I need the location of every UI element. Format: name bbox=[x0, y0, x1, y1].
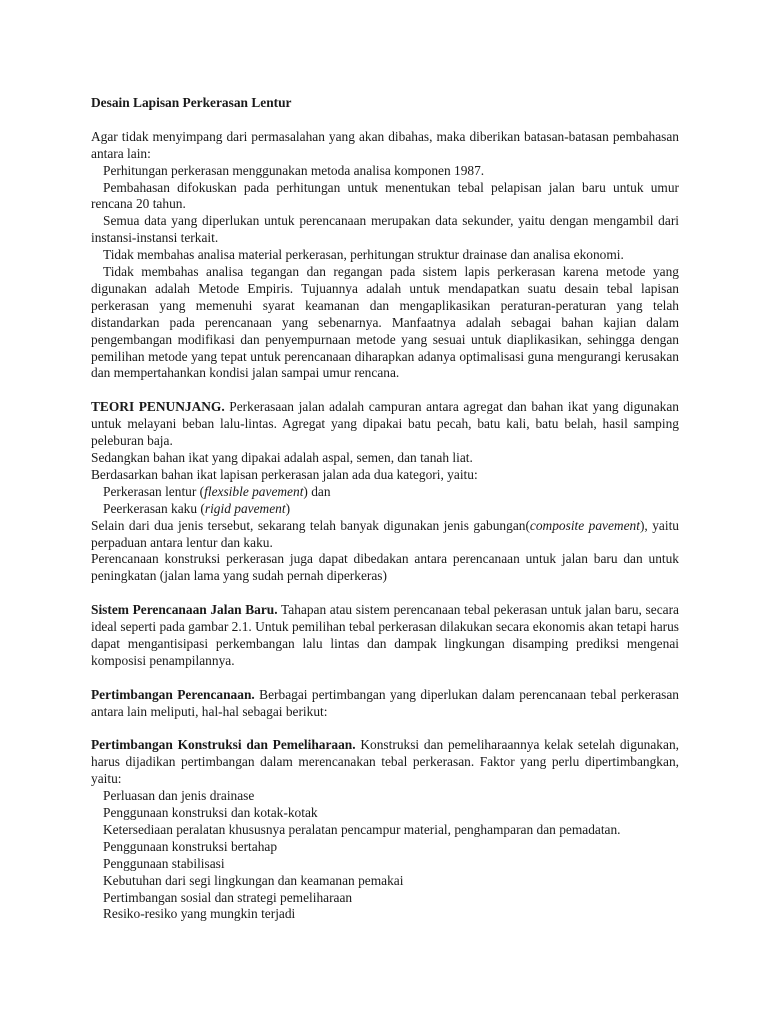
teori-line: Selain dari dua jenis tersebut, sekarang telah banyak digunakan jenis gabungan(composite pavement), yaitu perpaduan antara lentur dan kaku. bbox=[91, 517, 679, 550]
teori-paragraph: TEORI PENUNJANG. Perkerasaan jalan adalah campuran antara agregat dan bahan ikat yang digunakan untuk melayani beban lalu-lintas. Agregat yang dipakai batu pecah, batu kali, batu belah, hasil samping peleburan baja. bbox=[91, 399, 679, 449]
intro-lead: Agar tidak menyimpang dari permasalahan yang akan dibahas, maka diberikan batasan-batasan pembahasan antara lain: bbox=[91, 128, 679, 161]
konstruksi-item: Perluasan dan jenis drainase bbox=[103, 788, 255, 804]
konstruksi-item: Penggunaan stabilisasi bbox=[103, 855, 225, 871]
konstruksi-item: Penggunaan konstruksi dan kotak-kotak bbox=[103, 804, 318, 820]
teori-item: Peerkerasan kaku (rigid pavement) bbox=[103, 500, 291, 516]
teori-line: Perencanaan konstruksi perkerasan juga dapat dibedakan antara perencanaan untuk jalan baru dan untuk peningkatan (jalan lama yang sudah pernah diperkeras) bbox=[91, 551, 679, 584]
sistem-section bbox=[91, 602, 679, 670]
teori-line: Berdasarkan bahan ikat lapisan perkerasan jalan ada dua kategori, yaitu: bbox=[91, 466, 478, 482]
intro-item: Tidak membahas analisa tegangan dan regangan pada sistem lapis perkerasan karena metode yang digunakan adalah Metode Empiris. Tujuannya adalah untuk mendapatkan suatu desain tebal lapisan perkerasan yang memenuhi syarat keamanan dan mengaplikasikan peraturan-peraturan yang telah distandarkan pada perencanaan yang sebenarnya. Manfaatnya adalah sebagai bahan kajian dalam pengembangan modifikasi dan penyempurnaan metode yang sesuai untuk diaplikasikan, sehingga dengan pemilihan metode yang tepat untuk perencanaan diharapkan adanya optimalisasi guna mengurangi kerusakan dan mempertahankan kondisi jalan sampai umur rencana. bbox=[91, 264, 679, 381]
document-title: Desain Lapisan Perkerasan Lentur bbox=[91, 95, 292, 110]
teori-line: Sedangkan bahan ikat yang dipakai adalah aspal, semen, dan tanah liat. bbox=[91, 450, 473, 465]
teori-heading: TEORI PENUNJANG. bbox=[91, 399, 225, 415]
konstruksi-item: Kebutuhan dari segi lingkungan dan keamanan pemakai bbox=[103, 872, 404, 888]
konstruksi-item: Pertimbangan sosial dan strategi pemeliharaan bbox=[103, 889, 353, 905]
pertimbangan-section bbox=[91, 687, 679, 721]
konstruksi-paragraph: Pertimbangan Konstruksi dan Pemeliharaan. Konstruksi dan pemeliharaannya kelak setelah digunakan, harus dijadikan pertimbangan dalam merencanakan tebal perkerasan. Faktor yang perlu dipertimbangkan, yaitu: bbox=[91, 737, 679, 787]
konstruksi-heading: Pertimbangan Konstruksi dan Pemeliharaan. bbox=[91, 737, 356, 753]
konstruksi-section bbox=[91, 737, 679, 923]
intro-item: Semua data yang diperlukan untuk perencanaan merupakan data sekunder, yaitu dengan mengambil dari instansi-instansi terkait. bbox=[91, 213, 679, 246]
intro-section bbox=[91, 129, 679, 383]
pertimbangan-heading: Pertimbangan Perencanaan. bbox=[91, 686, 255, 702]
intro-item: Pembahasan difokuskan pada perhitungan untuk menentukan tebal pelapisan jalan baru untuk umur rencana 20 tahun. bbox=[91, 179, 679, 212]
konstruksi-item: Penggunaan konstruksi bertahap bbox=[103, 838, 278, 854]
sistem-paragraph: Sistem Perencanaan Jalan Baru. Tahapan atau sistem perencanaan tebal pekerasan untuk jalan baru, secara ideal seperti pada gambar 2.1. Untuk pemilihan tebal perkerasan dilakukan secara ekonomis akan tetapi harus dapat mengantisipasi perkembangan lalu lintas dan dampak lingkungan disamping prediksi mengenai komposisi penampilannya. bbox=[91, 602, 679, 668]
teori-item: Perkerasan lentur (flexsible pavement) dan bbox=[103, 483, 331, 499]
sistem-heading: Sistem Perencanaan Jalan Baru. bbox=[91, 602, 278, 618]
document-page bbox=[91, 95, 679, 940]
konstruksi-item: Resiko-resiko yang mungkin terjadi bbox=[103, 906, 296, 922]
intro-item: Perhitungan perkerasan menggunakan metoda analisa komponen 1987. bbox=[103, 162, 485, 178]
teori-section bbox=[91, 399, 679, 585]
intro-item: Tidak membahas analisa material perkerasan, perhitungan struktur drainase dan analisa ekonomi. bbox=[103, 247, 624, 263]
pertimbangan-paragraph: Pertimbangan Perencanaan. Berbagai pertimbangan yang diperlukan dalam perencanaan tebal perkerasan antara lain meliputi, hal-hal sebagai berikut: bbox=[91, 686, 679, 719]
konstruksi-item: Ketersediaan peralatan khususnya peralatan pencampur material, penghamparan dan pemadatan. bbox=[103, 821, 621, 837]
